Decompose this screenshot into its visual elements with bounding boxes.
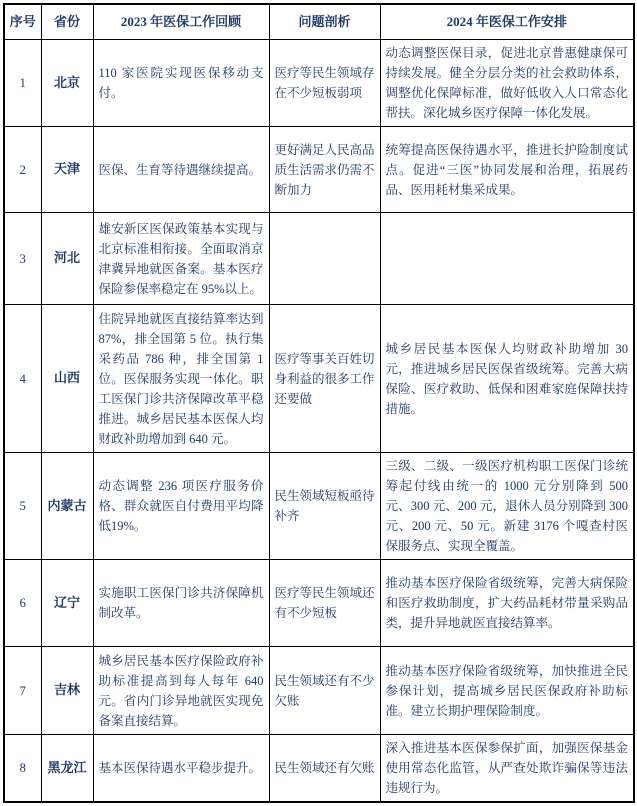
cell-serial-number: 7 — [4, 647, 41, 735]
cell-province: 辽宁 — [41, 560, 93, 647]
header-serial-number: 序号 — [4, 4, 41, 40]
cell-province: 天津 — [41, 127, 93, 213]
cell-plan-2024: 三级、二级、一级医疗机构职工医保门诊统筹起付线由统一的 1000 元分别降到 500 元、300 元、200 元，退休人员分别降到 300 元、200 元、50 元。新建 3176 个嘎查村医保服务点、实现全覆盖。 — [380, 453, 634, 560]
cell-province: 吉林 — [41, 647, 93, 735]
cell-problem-analysis: 医疗等民生领域存在不少短板弱项 — [269, 40, 380, 127]
cell-province: 黑龙江 — [41, 735, 93, 803]
cell-plan-2024: 统筹提高医保待遇水平，推进长护险制度试点。促进“三医”协同发展和治理，拓展药品、医用耗材集采成果。 — [380, 127, 634, 213]
cell-plan-2024: 推动基本医疗保险省级统筹，加快推进全民参保计划，提高城乡居民医保政府补助标准。建立长期护理保险制度。 — [380, 647, 634, 735]
table-row — [4, 735, 634, 803]
header-plan-2024: 2024 年医保工作安排 — [380, 4, 634, 40]
header-row — [4, 4, 634, 40]
table-body — [4, 40, 634, 803]
cell-problem-analysis — [269, 213, 380, 305]
table-row — [4, 127, 634, 213]
cell-plan-2024: 动态调整医保目录，促进北京普惠健康保可持续发展。健全分层分类的社会救助体系，调整优化保障标准，做好低收入人口常态化帮扶。深化城乡医疗保障一体化发展。 — [380, 40, 634, 127]
cell-review-2023: 基本医保待遇水平稳步提升。 — [93, 735, 269, 803]
cell-serial-number: 3 — [4, 213, 41, 305]
cell-serial-number: 1 — [4, 40, 41, 127]
header-review-2023: 2023 年医保工作回顾 — [93, 4, 269, 40]
table-row — [4, 560, 634, 647]
table-row — [4, 453, 634, 560]
cell-problem-analysis: 医疗等民生领域还有不少短板 — [269, 560, 380, 647]
medical-insurance-table — [3, 3, 635, 803]
cell-plan-2024: 深入推进基本医保参保扩面，加强医保基金使用常态化监管，从严查处欺诈骗保等违法违规行为。 — [380, 735, 634, 803]
cell-province: 山西 — [41, 305, 93, 453]
cell-serial-number: 5 — [4, 453, 41, 560]
cell-province: 河北 — [41, 213, 93, 305]
cell-review-2023: 动态调整 236 项医疗服务价格、群众就医自付费用平均降低19%。 — [93, 453, 269, 560]
cell-serial-number: 2 — [4, 127, 41, 213]
cell-problem-analysis: 民生领域还有不少欠账 — [269, 647, 380, 735]
header-province: 省份 — [41, 4, 93, 40]
cell-review-2023: 实施职工医保门诊共济保障机制改革。 — [93, 560, 269, 647]
cell-serial-number: 8 — [4, 735, 41, 803]
table-row — [4, 647, 634, 735]
cell-problem-analysis: 更好满足人民高品质生活需求仍需不断加力 — [269, 127, 380, 213]
cell-problem-analysis: 民生领域还有欠账 — [269, 735, 380, 803]
cell-problem-analysis: 医疗等事关百姓切身利益的很多工作还要做 — [269, 305, 380, 453]
cell-province: 北京 — [41, 40, 93, 127]
cell-review-2023: 住院异地就医直接结算率达到87%，排全国第 5 位。执行集采药品 786 种，排全国第 1 位。医保服务实现一体化。职工医保门诊共济保障改革平稳推进。城乡居民基本医保人均财政补助增加到 640 元。 — [93, 305, 269, 453]
cell-review-2023: 城乡居民基本医疗保险政府补助标准提高到每人每年 640 元。省内门诊异地就医实现免备案直接结算。 — [93, 647, 269, 735]
cell-plan-2024: 推动基本医疗保险省级统筹，完善大病保险和医疗救助制度，扩大药品耗材带量采购品类，提升异地就医直接结算率。 — [380, 560, 634, 647]
header-problem-analysis: 问题剖析 — [269, 4, 380, 40]
cell-province: 内蒙古 — [41, 453, 93, 560]
cell-problem-analysis: 民生领域短板亟待补齐 — [269, 453, 380, 560]
cell-review-2023: 医保、生育等待遇继续提高。 — [93, 127, 269, 213]
cell-plan-2024 — [380, 213, 634, 305]
table-row — [4, 213, 634, 305]
cell-plan-2024: 城乡居民基本医保人均财政补助增加 30 元，推进城乡居民医保省级统筹。完善大病保险、医疗救助、低保和困难家庭保障扶持措施。 — [380, 305, 634, 453]
cell-serial-number: 6 — [4, 560, 41, 647]
cell-review-2023: 110 家医院实现医保移动支付。 — [93, 40, 269, 127]
cell-review-2023: 雄安新区医保政策基本实现与北京标准相衔接。全面取消京津冀异地就医备案。基本医疗保险参保率稳定在 95%以上。 — [93, 213, 269, 305]
cell-serial-number: 4 — [4, 305, 41, 453]
table-row — [4, 305, 634, 453]
table-row — [4, 40, 634, 127]
